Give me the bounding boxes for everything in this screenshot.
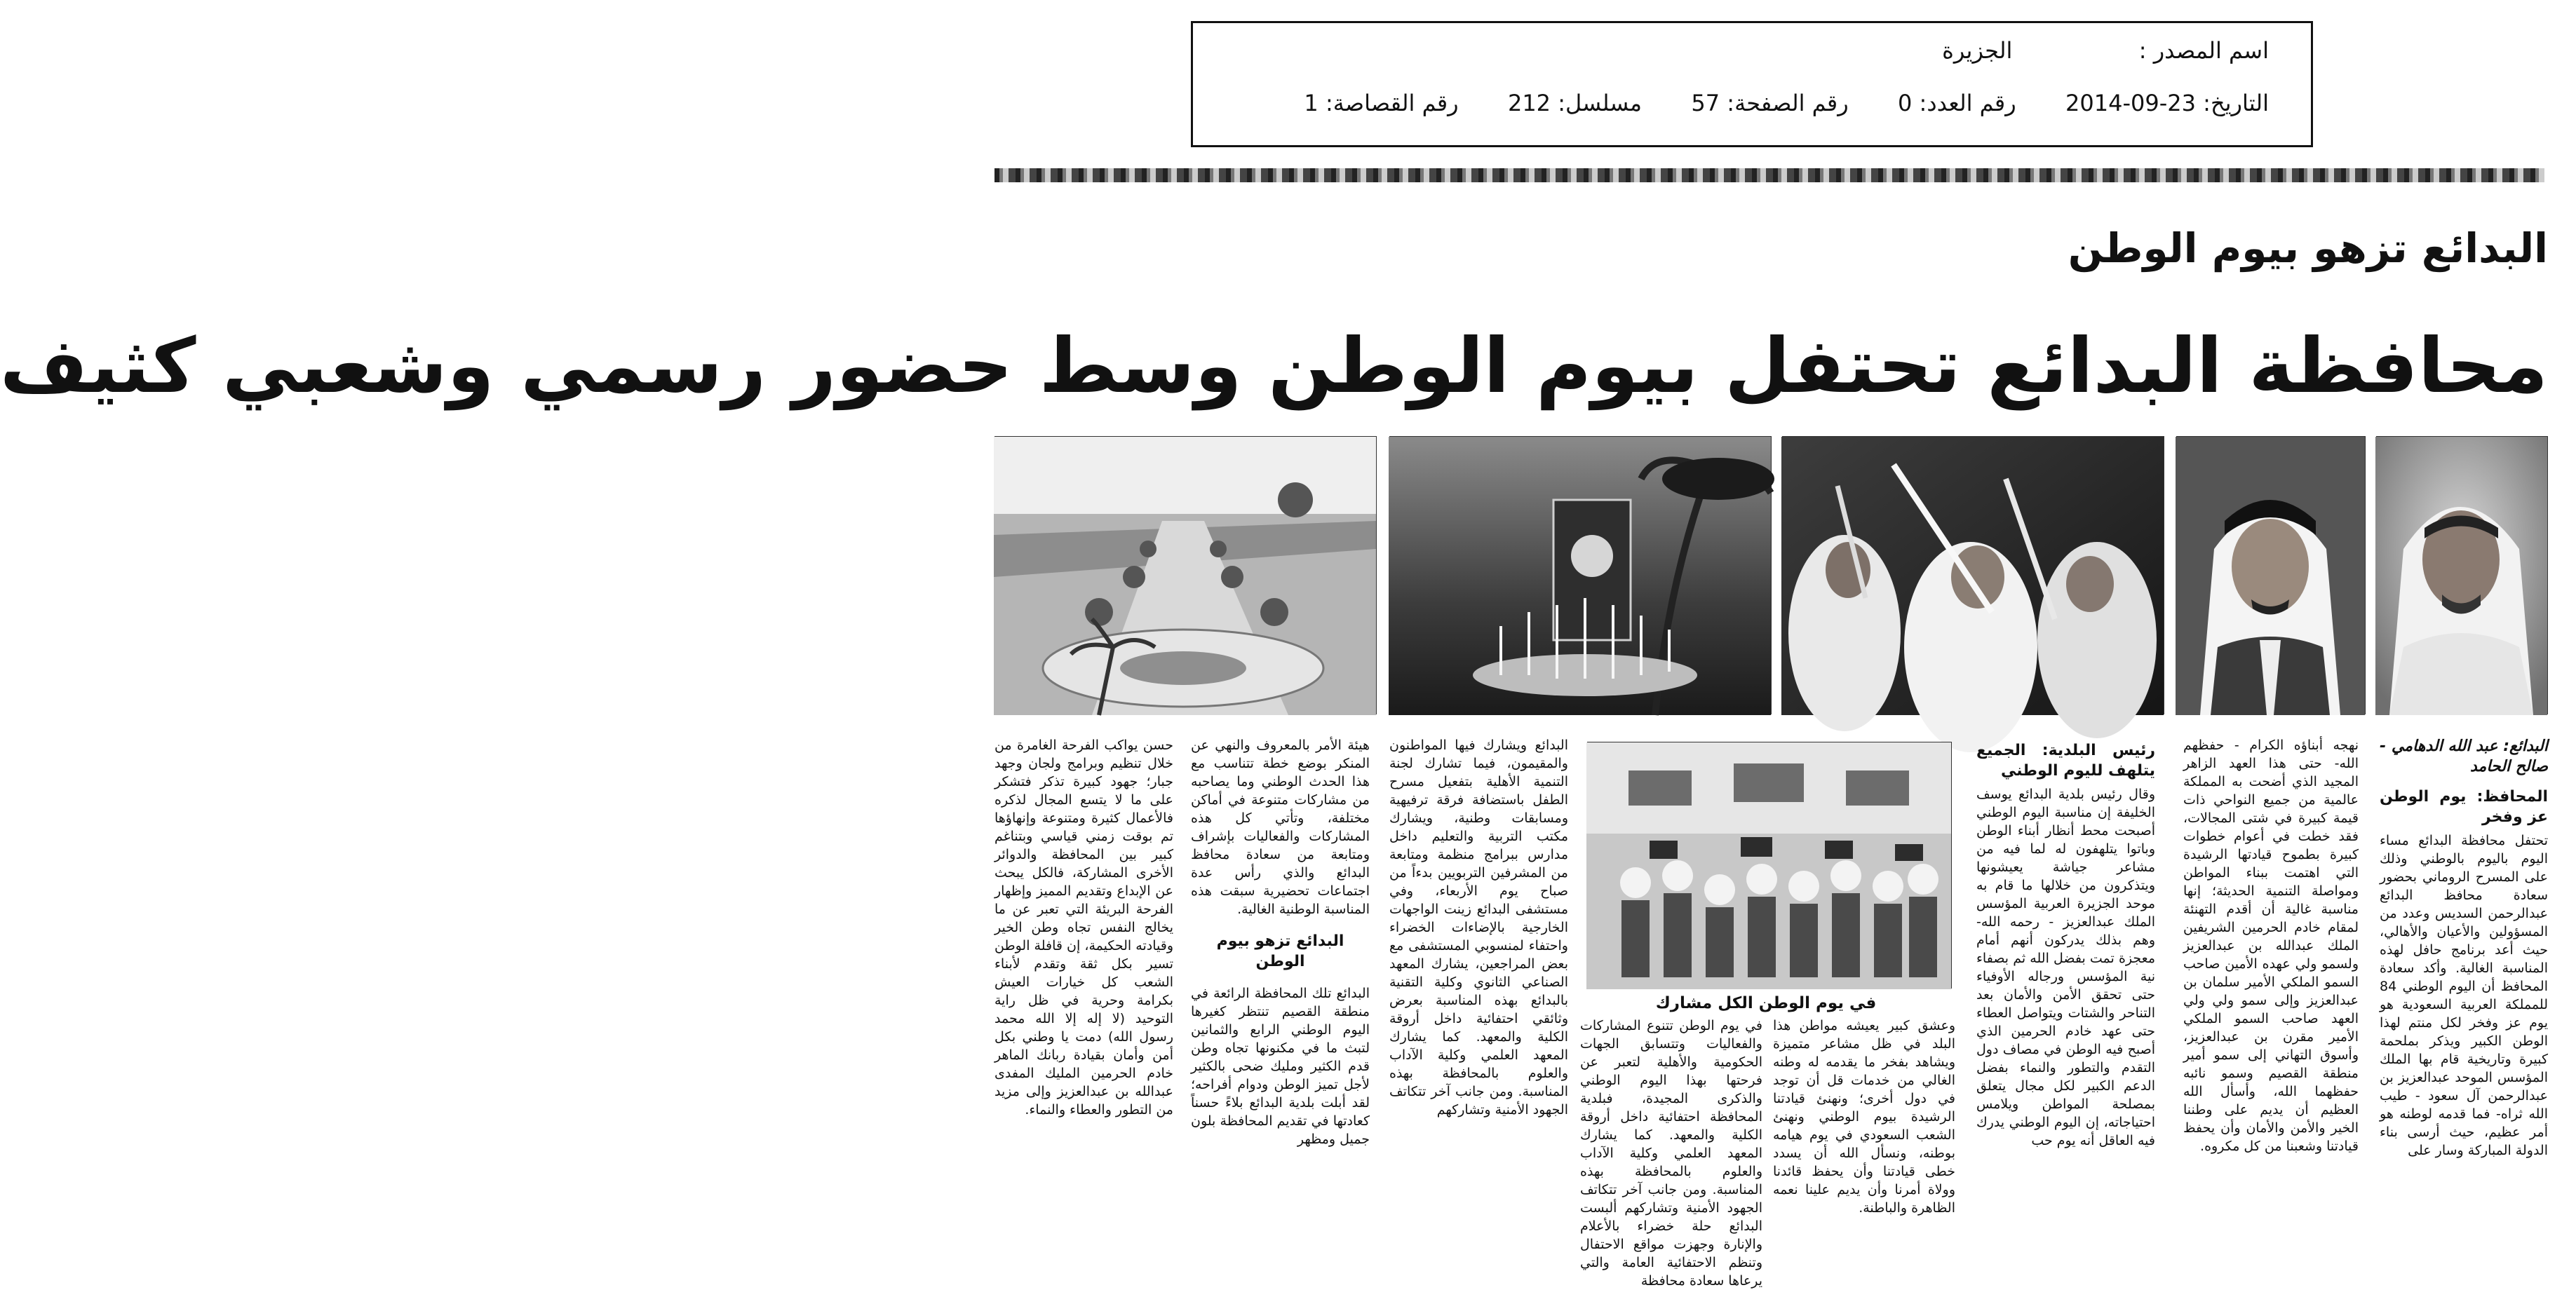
column-8-text: حسن يواكب الفرحة الغامرة من خلال تنظيم وبرامج ولجان وجهد جبار؛ جهود كبيرة تذكر فتشكر على ما لا يتسع المجال لذكره فالأعمال كثيرة ومتنوعة وإنهاؤها تم بوقت زمني قياسي وبتناغم كبير بين المحافظة والدوائر الأخرى المشاركة، فالكل يبحث عن الإبداع وتقديم المميز وإظهار الفرحة البريئة التي تعبر عن ما يخالج النفس تجاه وطن الخير وقيادته الحكيمة، إن قافلة الوطن تسير بكل ثقة وتقدم لأبناء الشعب كل خيارات العيش بكرامة وحرية في ظل راية التوحيد (لا إله إلا الله محمد رسول الله) دمت يا وطني بكل أمن وأمان بقيادة ربانك الماهر خادم الحرمين المليك المفدى عبدالله بن عبدالعزيز وإلى مزيد من التطور والعطاء والنماء. bbox=[994, 738, 1173, 1118]
subhead-badaya: البدائع تزهو بيوم الوطن bbox=[1216, 932, 1344, 970]
column-5 bbox=[1580, 1017, 1762, 1289]
serial-field: مسلسل: 212 bbox=[1507, 90, 1643, 116]
column-4 bbox=[1773, 1017, 1955, 1255]
column-7-text-b: البدائع تلك المحافظة الرائعة في منطقة القصيم تنتظر كغيرها اليوم الوطني الرابع والثمانين لتبث ما في مكنونها تجاه وطن قدم الكثير ومليك ضحى بالكثير لأجل تميز الوطن ودوام أفراحه؛ لقد أبلت بلدية البدائع بلاءً حسناً كعادتها في تقديم المحافظة بلون جميل ومظهر bbox=[1191, 986, 1370, 1147]
sword-dance-photo bbox=[1782, 436, 2164, 714]
metadata-row bbox=[1304, 90, 2269, 116]
fountain-night-photo bbox=[1389, 436, 1772, 714]
issue-field: رقم العدد: 0 bbox=[1898, 90, 2016, 116]
byline: البدائع: عبد الله الدهامي - صالح الحامد bbox=[2380, 738, 2548, 775]
source-row bbox=[1942, 37, 2269, 64]
main-headline: محافظة البدائع تحتفل بيوم الوطن وسط حضور رسمي وشعبي كثيف bbox=[0, 322, 2548, 410]
column-6-text: البدائع ويشارك فيها المواطنون والمقيمون، فيما تشارك لجنة التنمية الأهلية بتفعيل مسرح الطفل باستضافة فرقة ترفيهية ومسابقات وطنية، ويشارك مكتب التربية والتعليم داخل مدارس ببرامج منظمة ومتابعة من المشرفين التربويين بدءاً من صباح يوم الأربعاء، وفي مستشفى البدائع زينت الواجهات الخارجية بالإضاءات الخضراء واحتفاء لمنسوبي المستشفى مع بعض المراجعين، يشارك المعهد الصناعي الثانوي وكلية التقنية بالبدائع بهذه المناسبة بعرض وثائقي احتفائية داخل أروقة الكلية والمعهد. كما يشارك المعهد العلمي وكلية الآداب والعلوم بالمحافظة بهذه المناسبة. ومن جانب آخر تتكاتف الجهود الأمنية وتشاركهم bbox=[1389, 738, 1568, 1118]
column-6 bbox=[1389, 736, 1568, 1255]
portrait-photo-1 bbox=[2376, 436, 2548, 714]
photo-caption: في يوم الوطن الكل مشارك bbox=[1655, 994, 1877, 1012]
column-2-text: نهجه أبناؤه الكرام - حفظهم الله- حتى هذا العهد الزاهر المجيد الذي أضحت به المملكة عالمية من جميع النواحي ذات قيمة كبيرة في شتى المجالات، فقد خطت في أعوام خطوات كبيرة بطموح قيادتها الرشيدة التي اهتمت ببناء المواطن ومواصلة التنمية الحديثة؛ إنها مناسبة غالية أن أقدم التهنئة لمقام خادم الحرمين الشريفين الملك عبدالله بن عبدالعزيز ولسمو ولي عهده الأمين صاحب السمو الملكي الأمير سلمان بن عبدالعزيز وإلى سمو ولي ولي العهد صاحب السمو الملكي الأمير مقرن بن عبدالعزيز، وأسوق التهاني إلى سمو أمير منطقة القصيم وسمو نائبه حفظهما الله، وأسأل الله العظيم أن يديم على وطننا الخير والأمن والأمان وأن يحفظ قيادتنا وشعبنا من كل مكروه. bbox=[2183, 738, 2359, 1154]
column-1-text: تحتفل محافظة البدائع مساء اليوم باليوم بالوطني وذلك على المسرح الروماني بحضور سعادة محافظ البدائع عبدالرحمن السديس وعدد من المسؤولين والأعيان والأهالي، حيث أعد برنامج حافل لهذه المناسبة الغالية. وأكد سعادة المحافظ أن اليوم الوطني 84 للمملكة العربية السعودية هو يوم عز وفخر لكل منتم لهذا الوطن الكبير ويذكر بملحمة كبيرة وتاريخية قام بها الملك المؤسس الموحد عبدالعزيز بن عبدالرحمن آل سعود - طيب الله ثراه- فما قدمه لوطنه هو أمر عظيم، حيث أرسى بناء الدولة المباركة وسار على bbox=[2380, 833, 2548, 1158]
column-3 bbox=[1976, 736, 2155, 1255]
photo-strip-band bbox=[994, 168, 2544, 182]
subhead-governor: المحافظ: يوم الوطن عز وفخر bbox=[2380, 788, 2548, 826]
column-4-text: وعشق كبير يعيشه مواطن هذا البلد في ظل مشاعر متميزة ويشاهد بفخر ما يقدمه له وطنه الغالي من خدمات قل أن توجد في دول أخرى؛ ونهنئ قيادتنا الرشيدة بيوم الوطني ونهنئ الشعب السعودي في يوم هيامه بوطنه، ونسأل الله أن يسدد خطى قيادتنا وأن يحفظ قائدنا وولاة أمرنا وأن يديم علينا نعمه الظاهرة والباطنة. bbox=[1773, 1018, 1955, 1216]
kicker-title: البدائع تزهو بيوم الوطن bbox=[2068, 224, 2548, 272]
column-7 bbox=[1191, 736, 1370, 1255]
children-celebration-photo bbox=[1587, 742, 1952, 989]
portrait-photo-2 bbox=[2176, 436, 2366, 714]
column-5-text: في يوم الوطن تتنوع المشاركات والفعاليات وتتسابق الجهات الحكومية والأهلية لتعبر عن فرحتها بهذا اليوم الوطني والذكرى المجيدة، فبلدية المحافظة احتفائية داخل أروقة الكلية والمعهد. كما يشارك المعهد العلمي وكلية الآداب والعلوم بالمحافظة بهذه المناسبة. ومن جانب آخر تتكاتف الجهود الأمنية وتشاركهم ألبست البدائع حلة خضراء بالأعلام والإنارة وجهزت مواقع الاحتفال وتنظم الاحتفائية العامة والتي يرعاها سعادة محافظة bbox=[1580, 1018, 1762, 1289]
page-field: رقم الصفحة: 57 bbox=[1691, 90, 1849, 116]
column-8 bbox=[994, 736, 1173, 1255]
column-7-text-a: هيئة الأمر بالمعروف والنهي عن المنكر بوضع خطة تتناسب مع هذا الحدث الوطني وما يصاحبه من مشاركات متنوعة في أماكن مختلفة، وتأتي كل هذه المشاركات والفعاليات بإشراف ومتابعة من سعادة محافظ البدائع والذي رأس عدة اجتماعات تحضيرية سبقت هذه المناسبة الوطنية الغالية. bbox=[1191, 738, 1370, 917]
subhead-municipality: رئيس البلدية: الجميع يتلهف لليوم الوطني bbox=[1976, 742, 2155, 780]
source-info-box bbox=[1191, 21, 2313, 147]
clip-field: رقم القصاصة: 1 bbox=[1304, 90, 1459, 116]
source-label: اسم المصدر : bbox=[2138, 37, 2269, 64]
park-photo bbox=[994, 436, 1377, 714]
column-2 bbox=[2183, 736, 2359, 1255]
date-field: التاريخ: 23-09-2014 bbox=[2065, 90, 2269, 116]
source-value: الجزيرة bbox=[1942, 37, 2013, 64]
column-3-text: وقال رئيس بلدية البدائع يوسف الخليفة إن مناسبة اليوم الوطني أصبحت محط أنظار أبناء الوطن وباتوا يتلهفون له لما فيه من مشاعر جياشة يعيشونها ويتذكرون من خلالها ما قام به موحد الجزيرة العربية المؤسس الملك عبدالعزيز - رحمه الله- وهم بذلك يدركون أنهم أمام معجزة تمت بفضل الله ثم بصفاء نية المؤسس ورجاله الأوفياء حتى تحقق الأمن والأمان بعد التناحر والشتات ويتواصل العطاء حتى عهد خادم الحرمين الذي أصبح فيه الوطن في مصاف دول التقدم والتطور والنماء بفضل الدعم الكبير لكل مجال يتعلق بمصلحة المواطن ويلامس احتياجاته، إن اليوم الوطني يدرك فيه العاقل أنه يوم حب bbox=[1976, 787, 2155, 1148]
column-1 bbox=[2380, 736, 2548, 1255]
